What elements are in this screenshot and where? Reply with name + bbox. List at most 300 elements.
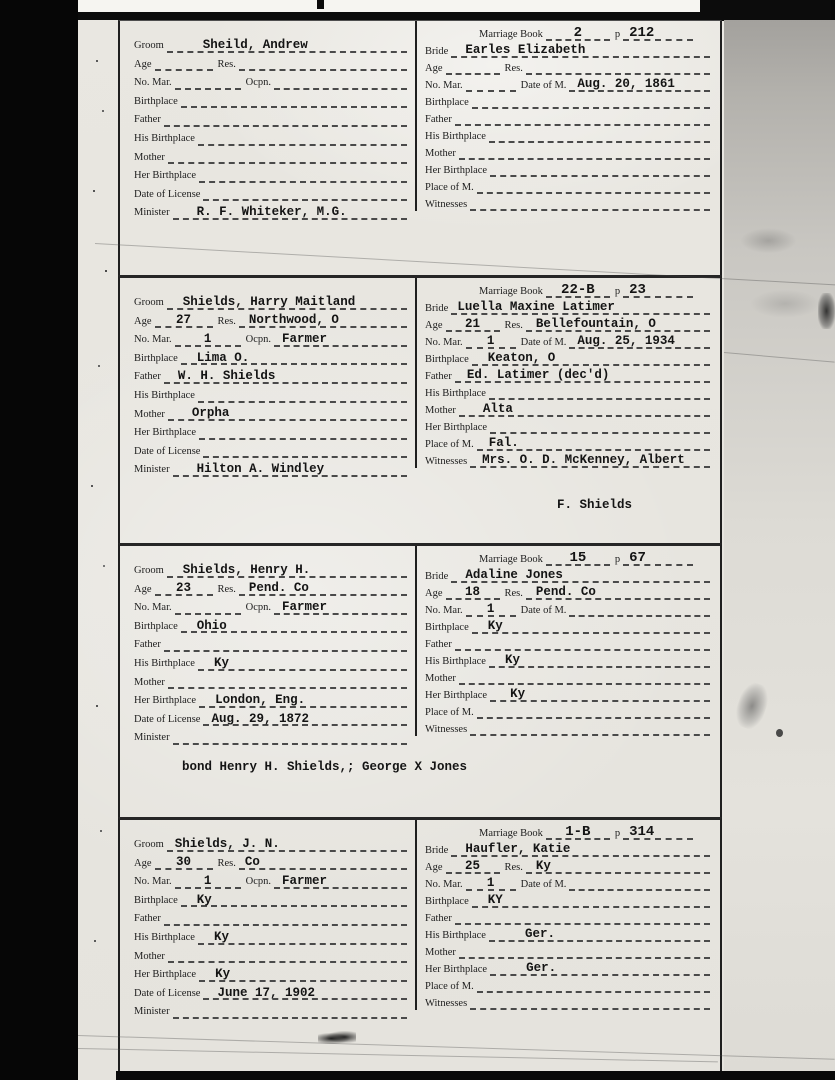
row-birthplace — [134, 889, 407, 908]
father-label: Father — [425, 113, 452, 125]
card-columns — [120, 546, 720, 745]
nomar-label: No. Mar. — [425, 604, 463, 616]
minister-label: Minister — [134, 207, 170, 219]
dashed-line — [546, 825, 610, 840]
row-marriage-book — [479, 823, 684, 840]
row-witnesses — [425, 993, 710, 1010]
bride-name-value: Haufler, Katie — [465, 842, 571, 857]
res-value: Pend. Co — [535, 585, 596, 600]
dashed-line — [175, 600, 241, 615]
row-place-of-m — [425, 702, 710, 719]
his-birthplace-label: His Birthplace — [425, 130, 486, 142]
film-bottom-band — [116, 1071, 835, 1080]
page-value: 67 — [629, 549, 646, 566]
row-marriage-book — [479, 549, 684, 566]
dashed-line — [472, 619, 710, 634]
book-value: 22-B — [561, 281, 595, 298]
marriage-record-card-3 — [118, 543, 722, 817]
nomar-value: 1 — [486, 602, 495, 617]
marriage-record-card-2 — [118, 275, 722, 543]
dashed-line — [490, 961, 710, 976]
row-bride-name — [425, 298, 710, 315]
nomar-value: 1 — [486, 876, 495, 891]
mother-label: Mother — [425, 404, 456, 416]
age-label: Age — [134, 857, 152, 869]
ocpn-label: Ocpn. — [245, 77, 271, 89]
minister-label: Minister — [134, 464, 170, 476]
row-bride-name — [425, 566, 710, 583]
res-value: Ky — [535, 859, 551, 874]
place-of-m-label: Place of M. — [425, 706, 474, 718]
page-value: 23 — [629, 281, 646, 298]
nomar-label: No. Mar. — [134, 77, 172, 89]
birthplace-value: Lima O. — [196, 350, 250, 365]
row-father — [134, 365, 407, 384]
res-value: Bellefountain, O — [535, 317, 656, 332]
row-date-of-license — [134, 982, 407, 1001]
dashed-line — [455, 368, 710, 383]
nomar-value: 1 — [486, 334, 495, 349]
date-of-m-label: Date of M. — [520, 878, 567, 890]
page-label: p — [614, 28, 621, 40]
dashed-line — [477, 704, 710, 719]
her-birthplace-value: Ky — [510, 687, 526, 702]
dust-specks — [96, 60, 98, 62]
dashed-line — [274, 332, 407, 347]
dashed-line — [526, 859, 710, 874]
dashed-line — [455, 636, 710, 651]
his-birthplace-label: His Birthplace — [134, 133, 195, 145]
her-birthplace-value: Ky — [215, 967, 231, 981]
father-label: Father — [134, 913, 161, 925]
row-her-birthplace — [134, 421, 407, 440]
date-of-license-value: Aug. 29, 1872 — [211, 711, 309, 726]
groom-label: Groom — [134, 839, 164, 851]
dashed-line — [470, 721, 710, 736]
dashed-line — [203, 711, 407, 726]
dashed-line — [466, 602, 516, 617]
age-label: Age — [134, 58, 152, 70]
place-of-m-label: Place of M. — [425, 438, 474, 450]
dashed-line — [175, 874, 241, 889]
dashed-line — [446, 585, 500, 600]
dashed-line — [164, 637, 407, 652]
dashed-line — [155, 56, 213, 71]
row-age-res — [134, 852, 407, 871]
row-bride-name — [425, 41, 710, 58]
mother-label: Mother — [134, 151, 165, 163]
dashed-line — [199, 425, 407, 440]
dashed-line — [175, 75, 241, 90]
nomar-label: No. Mar. — [425, 336, 463, 348]
her-birthplace-label: Her Birthplace — [425, 689, 488, 701]
row-place-of-m — [425, 177, 710, 194]
row-nomar-dateofm — [425, 874, 710, 891]
witnesses-label: Witnesses — [425, 198, 468, 210]
date-of-license-label: Date of License — [134, 445, 201, 457]
bride-section — [415, 278, 720, 468]
dashed-line — [546, 26, 610, 41]
card-columns — [120, 820, 720, 1019]
row-birthplace — [425, 349, 710, 366]
witnesses-label: Witnesses — [425, 997, 468, 1009]
row-his-birthplace — [134, 384, 407, 403]
age-value: 25 — [464, 859, 481, 874]
mother-label: Mother — [134, 408, 165, 420]
birthplace-label: Birthplace — [425, 895, 469, 907]
dashed-line — [239, 581, 407, 596]
groom-section — [120, 820, 415, 1019]
dashed-line — [546, 283, 610, 298]
dashed-line — [459, 670, 710, 685]
dashed-line — [168, 948, 407, 963]
her-birthplace-label: Her Birthplace — [425, 164, 488, 176]
dashed-line — [167, 295, 407, 310]
birthplace-label: Birthplace — [425, 96, 469, 108]
page-value: 212 — [629, 24, 655, 41]
her-birthplace-value: London, Eng. — [215, 693, 306, 707]
mother-label: Mother — [134, 676, 165, 688]
res-label: Res. — [504, 62, 523, 74]
bride-name-value: Luella Maxine Latimer — [457, 300, 615, 315]
row-age-res — [425, 315, 710, 332]
bride-label: Bride — [425, 45, 449, 57]
bride-section — [415, 820, 720, 1010]
father-label: Father — [425, 912, 452, 924]
place-of-m-label: Place of M. — [425, 181, 474, 193]
dashed-line — [466, 876, 516, 891]
marriage-book-label: Marriage Book — [479, 553, 543, 565]
row-father — [134, 907, 407, 926]
dashed-line — [168, 149, 407, 164]
row-birthplace — [425, 92, 710, 109]
dashed-line — [470, 196, 710, 211]
dashed-line — [198, 131, 407, 146]
row-mother — [134, 671, 407, 690]
dashed-line — [459, 402, 710, 417]
dashed-line — [155, 581, 213, 596]
date-of-m-label: Date of M. — [520, 79, 567, 91]
row-date-of-license — [134, 440, 407, 459]
mother-label: Mother — [425, 147, 456, 159]
dashed-line — [173, 730, 407, 745]
dashed-line — [274, 874, 407, 889]
row-groom-name — [134, 291, 407, 310]
row-father — [425, 634, 710, 651]
dashed-line — [489, 128, 710, 143]
birthplace-value: Keaton, O — [487, 351, 556, 366]
row-groom-name — [134, 34, 407, 53]
dashed-line — [203, 186, 407, 201]
dashed-line — [155, 855, 213, 870]
dashed-line — [455, 111, 710, 126]
row-father — [425, 109, 710, 126]
page-right-margin — [724, 20, 835, 1071]
nomar-label: No. Mar. — [134, 876, 172, 888]
card-columns — [120, 21, 720, 220]
row-groom-name — [134, 833, 407, 852]
row-father — [134, 108, 407, 127]
row-mother — [134, 403, 407, 422]
row-her-birthplace — [425, 160, 710, 177]
dashed-line — [167, 837, 407, 852]
birthplace-label: Birthplace — [134, 620, 178, 632]
row-his-birthplace — [134, 652, 407, 671]
dashed-line — [446, 859, 500, 874]
bride-name-value: Earles Elizabeth — [465, 43, 586, 58]
dashed-line — [455, 910, 710, 925]
ocpn-label: Ocpn. — [245, 876, 271, 888]
witnesses-overflow-line: F. Shields — [557, 498, 633, 512]
row-nomar-dateofm — [425, 600, 710, 617]
age-label: Age — [425, 587, 443, 599]
dashed-line — [274, 75, 407, 90]
nomar-value: 1 — [203, 874, 212, 889]
dashed-line — [167, 563, 407, 578]
row-father — [425, 366, 710, 383]
minister-label: Minister — [134, 732, 170, 744]
row-minister — [134, 458, 407, 477]
row-nomar-ocpn — [134, 328, 407, 347]
scanned-page — [78, 0, 835, 1080]
dashed-line — [490, 162, 710, 177]
row-groom-name — [134, 559, 407, 578]
row-age-res — [134, 310, 407, 329]
dashed-line — [446, 60, 500, 75]
res-label: Res. — [504, 861, 523, 873]
ocpn-label: Ocpn. — [245, 334, 271, 346]
bride-label: Bride — [425, 570, 449, 582]
row-age-res — [425, 58, 710, 75]
row-age-res — [134, 53, 407, 72]
dashed-line — [239, 855, 407, 870]
dashed-line — [181, 892, 407, 907]
row-nomar-ocpn — [134, 71, 407, 90]
dashed-line — [203, 443, 407, 458]
bride-section — [415, 21, 720, 211]
res-label: Res. — [217, 58, 236, 70]
groom-section — [120, 546, 415, 745]
dashed-line — [173, 205, 407, 220]
birthplace-value: Ky — [487, 619, 503, 634]
date-of-license-label: Date of License — [134, 987, 201, 999]
father-label: Father — [425, 638, 452, 650]
birthplace-label: Birthplace — [425, 353, 469, 365]
groom-name-value: Shields, Harry Maitland — [182, 294, 356, 309]
dashed-line — [472, 94, 710, 109]
age-label: Age — [134, 583, 152, 595]
dashed-line — [181, 618, 407, 633]
ocpn-value: Farmer — [282, 874, 328, 889]
his-birthplace-label: His Birthplace — [425, 387, 486, 399]
nomar-label: No. Mar. — [425, 79, 463, 91]
dashed-line — [623, 283, 693, 298]
dashed-line — [168, 674, 407, 689]
row-birthplace — [425, 617, 710, 634]
bond-note-line: bond Henry H. Shields,; George X Jones — [182, 760, 468, 774]
row-birthplace — [425, 891, 710, 908]
dashed-line — [489, 927, 710, 942]
row-his-birthplace — [134, 127, 407, 146]
res-label: Res. — [504, 587, 523, 599]
film-notch — [317, 0, 324, 9]
dashed-line — [459, 944, 710, 959]
row-nomar-dateofm — [425, 75, 710, 92]
page-label: p — [614, 827, 621, 839]
row-birthplace — [134, 615, 407, 634]
date-of-m-label: Date of M. — [520, 604, 567, 616]
dashed-line — [466, 77, 516, 92]
date-of-m-value: Aug. 20, 1861 — [577, 77, 675, 92]
birthplace-label: Birthplace — [134, 352, 178, 364]
dashed-line — [526, 317, 710, 332]
ocpn-label: Ocpn. — [245, 602, 271, 614]
dashed-line — [173, 1004, 407, 1019]
place-of-m-label: Place of M. — [425, 980, 474, 992]
mother-label: Mother — [425, 672, 456, 684]
nomar-value: 1 — [203, 332, 212, 347]
date-of-license-label: Date of License — [134, 713, 201, 725]
dashed-line — [470, 453, 710, 468]
dashed-line — [569, 334, 710, 349]
marriage-book-label: Marriage Book — [479, 28, 543, 40]
dashed-line — [199, 168, 407, 183]
dashed-line — [451, 300, 710, 315]
row-mother — [425, 668, 710, 685]
row-minister — [134, 201, 407, 220]
birthplace-value: Ky — [196, 892, 212, 907]
row-his-birthplace — [425, 126, 710, 143]
row-his-birthplace — [425, 925, 710, 942]
row-age-res — [425, 583, 710, 600]
row-witnesses — [425, 451, 710, 468]
groom-label: Groom — [134, 297, 164, 309]
row-marriage-book — [479, 24, 684, 41]
dashed-line — [198, 388, 407, 403]
birthplace-value: KY — [487, 893, 503, 908]
row-mother — [134, 945, 407, 964]
row-birthplace — [134, 90, 407, 109]
minister-value: Hilton A. Windley — [196, 462, 325, 477]
row-her-birthplace — [134, 689, 407, 708]
her-birthplace-label: Her Birthplace — [134, 427, 197, 439]
row-age-res — [425, 857, 710, 874]
her-birthplace-value: Ger. — [526, 961, 557, 976]
book-value: 1-B — [565, 823, 591, 840]
dashed-line — [198, 930, 407, 945]
row-mother — [425, 400, 710, 417]
book-value: 2 — [573, 24, 583, 41]
bride-label: Bride — [425, 844, 449, 856]
age-label: Age — [425, 319, 443, 331]
father-value: W. H. Shields — [177, 369, 276, 384]
row-father — [134, 633, 407, 652]
row-date-of-license — [134, 183, 407, 202]
dashed-line — [274, 600, 407, 615]
dashed-line — [477, 179, 710, 194]
dashed-line — [198, 656, 407, 671]
age-value: 18 — [464, 585, 481, 600]
row-mother — [134, 146, 407, 165]
dashed-line — [168, 406, 407, 421]
her-birthplace-label: Her Birthplace — [425, 963, 488, 975]
dashed-line — [199, 967, 407, 982]
dashed-line — [181, 93, 407, 108]
dashed-line — [472, 351, 710, 366]
minister-value: R. F. Whiteker, M.G. — [196, 205, 347, 220]
row-witnesses — [425, 719, 710, 736]
res-value: Co — [244, 855, 260, 870]
her-birthplace-label: Her Birthplace — [134, 695, 197, 707]
film-corner-black — [700, 0, 835, 21]
dashed-line — [239, 313, 407, 328]
father-label: Father — [134, 371, 161, 383]
res-label: Res. — [217, 857, 236, 869]
father-label: Father — [134, 639, 161, 651]
dashed-line — [175, 332, 241, 347]
birthplace-value: Ohio — [196, 618, 227, 633]
nomar-label: No. Mar. — [425, 878, 463, 890]
page-label: p — [614, 553, 621, 565]
dashed-line — [164, 112, 407, 127]
res-label: Res. — [217, 315, 236, 327]
page-value: 314 — [629, 823, 655, 840]
dashed-line — [164, 911, 407, 926]
row-marriage-book — [479, 281, 684, 298]
row-minister — [134, 1000, 407, 1019]
father-label: Father — [134, 114, 161, 126]
dashed-line — [526, 60, 710, 75]
groom-name-value: Sheild, Andrew — [202, 37, 308, 52]
groom-label: Groom — [134, 565, 164, 577]
row-mother — [425, 942, 710, 959]
his-birthplace-label: His Birthplace — [134, 658, 195, 670]
birthplace-label: Birthplace — [134, 95, 178, 107]
dashed-line — [490, 419, 710, 434]
dashed-line — [451, 568, 710, 583]
date-of-license-label: Date of License — [134, 188, 201, 200]
row-nomar-ocpn — [134, 870, 407, 889]
age-value: 21 — [464, 317, 481, 332]
bride-section — [415, 546, 720, 736]
date-of-m-label: Date of M. — [520, 336, 567, 348]
res-value: Pend. Co — [248, 581, 309, 596]
father-value: Ed. Latimer (dec'd) — [466, 368, 610, 383]
his-birthplace-value: Ky — [504, 653, 520, 668]
dashed-line — [489, 653, 710, 668]
dashed-line — [490, 687, 710, 702]
his-birthplace-value: Ky — [213, 929, 229, 944]
dashed-line — [181, 350, 407, 365]
age-label: Age — [425, 62, 443, 74]
witnesses-value: Mrs. O. D. McKenney, Albert — [482, 453, 685, 468]
dashed-line — [477, 436, 710, 451]
row-her-birthplace — [425, 685, 710, 702]
dashed-line — [199, 693, 407, 708]
groom-name-value: Shields, J. N. — [174, 836, 280, 851]
her-birthplace-label: Her Birthplace — [134, 969, 197, 981]
her-birthplace-label: Her Birthplace — [134, 170, 197, 182]
nomar-label: No. Mar. — [134, 602, 172, 614]
dashed-line — [623, 551, 693, 566]
dashed-line — [155, 313, 213, 328]
row-her-birthplace — [425, 959, 710, 976]
age-value: 27 — [175, 313, 192, 328]
row-date-of-license — [134, 708, 407, 727]
dashed-line — [569, 876, 710, 891]
groom-section — [120, 278, 415, 477]
place-of-m-value: Fal. — [488, 436, 519, 451]
